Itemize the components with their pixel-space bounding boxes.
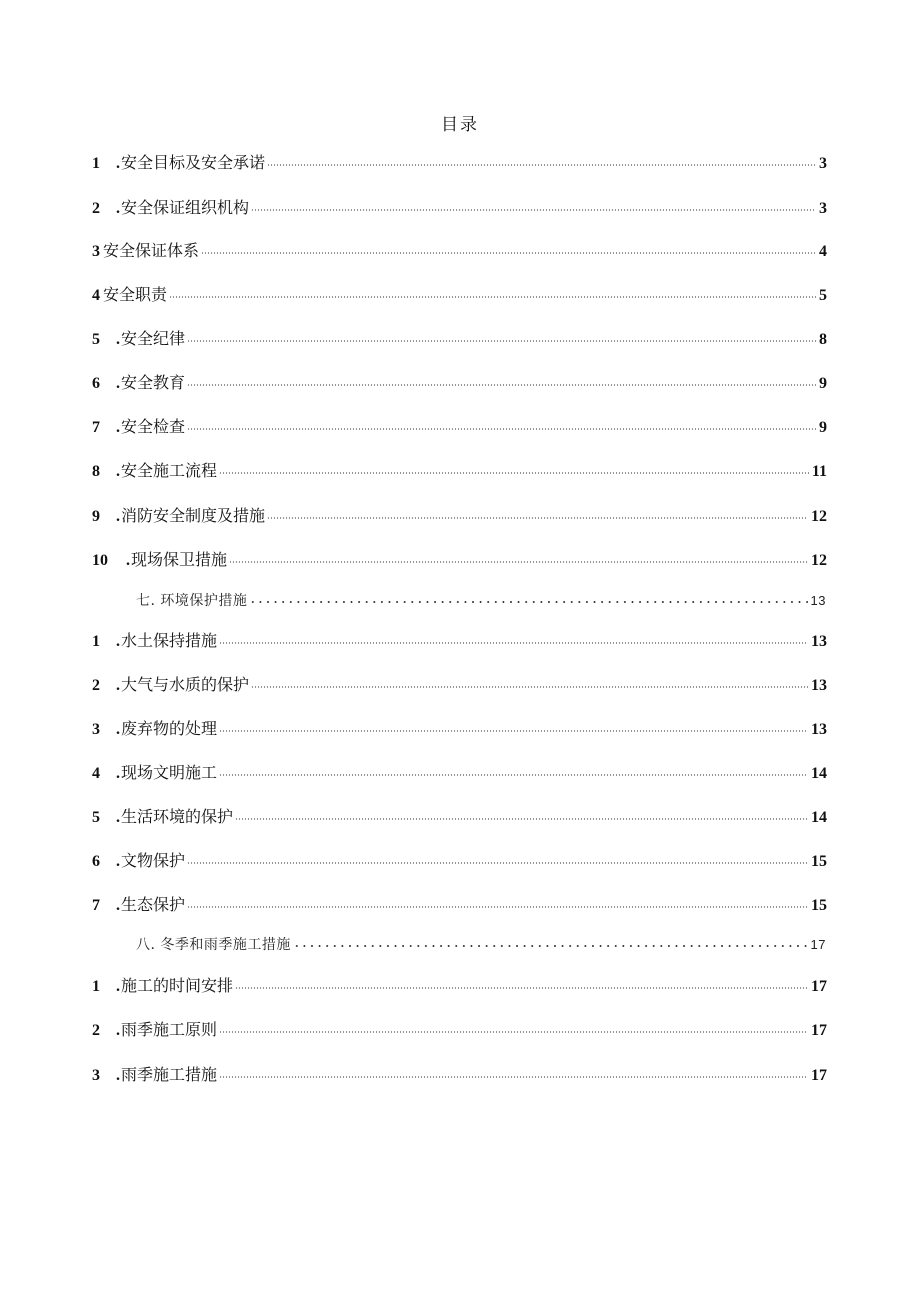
toc-entry-page: 14 bbox=[811, 765, 827, 782]
toc-entry-page: 5 bbox=[819, 287, 827, 304]
toc-entry-page: 4 bbox=[819, 243, 827, 260]
toc-entry-number: 7 bbox=[92, 419, 100, 436]
toc-entry-page: 12 bbox=[811, 508, 827, 525]
toc-entry-page: 3 bbox=[819, 155, 827, 172]
toc-entry-separator: . bbox=[116, 897, 120, 914]
toc-section-label: 八. 冬季和雨季施工措施 bbox=[136, 937, 291, 953]
toc-entry-page: 9 bbox=[819, 419, 827, 436]
toc-entry-page: 15 bbox=[811, 897, 827, 914]
toc-title: 目录 bbox=[441, 115, 479, 135]
dot-leader bbox=[219, 1030, 808, 1034]
toc-entry-separator: . bbox=[116, 331, 120, 348]
dot-leader bbox=[249, 600, 807, 604]
toc-entry[interactable] bbox=[92, 893, 827, 917]
dot-leader bbox=[293, 944, 808, 948]
toc-entry-label: 现场保卫措施 bbox=[131, 550, 228, 569]
dot-leader bbox=[219, 641, 808, 645]
toc-entry-separator: . bbox=[116, 200, 120, 217]
toc-entry-label: 生态保护 bbox=[121, 895, 186, 914]
toc-entry-separator: . bbox=[116, 765, 120, 782]
dot-leader bbox=[187, 383, 816, 387]
toc-entry-label: 施工的时间安排 bbox=[121, 976, 234, 995]
toc-entry-page: 13 bbox=[811, 677, 827, 694]
toc-entry-label: 雨季施工原则 bbox=[121, 1020, 218, 1039]
toc-entry-label: 安全施工流程 bbox=[121, 461, 218, 480]
dot-leader bbox=[267, 516, 808, 520]
toc-section-heading[interactable] bbox=[136, 933, 826, 957]
toc-entry-number: 9 bbox=[92, 508, 100, 525]
toc-section-page: 13 bbox=[810, 593, 826, 608]
toc-entry[interactable] bbox=[92, 805, 827, 829]
toc-entry[interactable] bbox=[92, 415, 827, 439]
toc-entry-page: 8 bbox=[819, 331, 827, 348]
dot-leader bbox=[187, 905, 808, 909]
toc-entry-separator: . bbox=[116, 677, 120, 694]
toc-entry-number: 6 bbox=[92, 375, 100, 392]
toc-entry-page: 3 bbox=[819, 200, 827, 217]
toc-entry-label: 安全保证体系 bbox=[103, 241, 200, 260]
toc-entry-separator: . bbox=[116, 508, 120, 525]
dot-leader bbox=[187, 339, 816, 343]
dot-leader bbox=[235, 817, 808, 821]
toc-entry-label: 安全检查 bbox=[121, 417, 186, 436]
dot-leader bbox=[219, 729, 808, 733]
dot-leader bbox=[187, 861, 808, 865]
toc-entry-separator: . bbox=[116, 721, 120, 738]
toc-entry-number: 4 bbox=[92, 287, 100, 304]
toc-entry-separator: . bbox=[126, 552, 130, 569]
toc-section-label: 七. 环境保护措施 bbox=[136, 593, 248, 609]
dot-leader bbox=[229, 560, 808, 564]
dot-leader bbox=[235, 986, 808, 990]
toc-entry-page: 11 bbox=[811, 463, 827, 480]
dot-leader bbox=[251, 208, 816, 212]
toc-entry[interactable] bbox=[92, 548, 827, 572]
toc-entry-number: 4 bbox=[92, 765, 100, 782]
toc-entry-page: 17 bbox=[811, 1067, 827, 1084]
toc-entry[interactable] bbox=[92, 849, 827, 873]
dot-leader bbox=[219, 773, 808, 777]
toc-entry-page: 15 bbox=[811, 853, 827, 870]
toc-entry-separator: . bbox=[116, 978, 120, 995]
toc-entry-label: 废弃物的处理 bbox=[121, 719, 218, 738]
toc-entry-number: 3 bbox=[92, 1067, 100, 1084]
toc-entry-label: 现场文明施工 bbox=[121, 763, 218, 782]
toc-entry-label: 安全纪律 bbox=[121, 329, 186, 348]
toc-entry-label: 生活环境的保护 bbox=[121, 807, 234, 826]
toc-entry-number: 5 bbox=[92, 331, 100, 348]
toc-entry-number: 1 bbox=[92, 155, 100, 172]
toc-section-page: 17 bbox=[810, 937, 826, 952]
dot-leader bbox=[219, 1075, 808, 1079]
toc-entry-number: 1 bbox=[92, 633, 100, 650]
toc-entry[interactable] bbox=[92, 629, 827, 653]
toc-entry-page: 13 bbox=[811, 633, 827, 650]
toc-section-heading[interactable] bbox=[136, 589, 826, 613]
toc-entry-label: 消防安全制度及措施 bbox=[121, 506, 266, 525]
toc-entry-separator: . bbox=[116, 155, 120, 172]
toc-entry-separator: . bbox=[116, 463, 120, 480]
toc-entry-label: 水土保持措施 bbox=[121, 631, 218, 650]
toc-entry-label: 文物保护 bbox=[121, 851, 186, 870]
dot-leader bbox=[267, 163, 816, 167]
toc-entry[interactable] bbox=[92, 717, 827, 741]
toc-entry[interactable] bbox=[92, 1063, 827, 1087]
dot-leader bbox=[201, 251, 816, 255]
toc-entry[interactable] bbox=[92, 283, 827, 307]
toc-entry-number: 2 bbox=[92, 200, 100, 217]
toc-entry-number: 10 bbox=[92, 552, 108, 569]
toc-entry[interactable] bbox=[92, 239, 827, 263]
toc-entry-number: 3 bbox=[92, 243, 100, 260]
toc-entry-number: 7 bbox=[92, 897, 100, 914]
toc-entry[interactable] bbox=[92, 1018, 827, 1042]
toc-entry-number: 5 bbox=[92, 809, 100, 826]
toc-entry-number: 8 bbox=[92, 463, 100, 480]
toc-entry[interactable] bbox=[92, 459, 827, 483]
toc-entry-label: 安全教育 bbox=[121, 373, 186, 392]
toc-entry-label: 安全职责 bbox=[103, 285, 168, 304]
toc-entry-number: 2 bbox=[92, 677, 100, 694]
toc-entry[interactable] bbox=[92, 761, 827, 785]
dot-leader bbox=[169, 295, 816, 299]
toc-entry[interactable] bbox=[92, 196, 827, 220]
toc-entry[interactable] bbox=[92, 974, 827, 998]
toc-entry-number: 1 bbox=[92, 978, 100, 995]
toc-entry-page: 14 bbox=[811, 809, 827, 826]
toc-entry-label: 安全目标及安全承诺 bbox=[121, 153, 266, 172]
toc-entry-page: 17 bbox=[811, 978, 827, 995]
dot-leader bbox=[251, 685, 808, 689]
toc-entry-separator: . bbox=[116, 1022, 120, 1039]
toc-entry-number: 2 bbox=[92, 1022, 100, 1039]
toc-entry-separator: . bbox=[116, 419, 120, 436]
toc-entry-page: 9 bbox=[819, 375, 827, 392]
dot-leader bbox=[219, 471, 809, 475]
toc-entry-label: 雨季施工措施 bbox=[121, 1065, 218, 1084]
toc-entry[interactable] bbox=[92, 673, 827, 697]
dot-leader bbox=[187, 427, 816, 431]
toc-entry-page: 13 bbox=[811, 721, 827, 738]
toc-entry-label: 安全保证组织机构 bbox=[121, 198, 250, 217]
toc-entry-separator: . bbox=[116, 633, 120, 650]
toc-entry-number: 6 bbox=[92, 853, 100, 870]
toc-entry[interactable] bbox=[92, 327, 827, 351]
toc-entry-number: 3 bbox=[92, 721, 100, 738]
toc-entry-label: 大气与水质的保护 bbox=[121, 675, 250, 694]
toc-entry-separator: . bbox=[116, 1067, 120, 1084]
toc-entry[interactable] bbox=[92, 371, 827, 395]
toc-entry[interactable] bbox=[92, 151, 827, 175]
toc-entry-separator: . bbox=[116, 853, 120, 870]
toc-entry-page: 17 bbox=[811, 1022, 827, 1039]
toc-entry[interactable] bbox=[92, 504, 827, 528]
toc-entry-separator: . bbox=[116, 375, 120, 392]
toc-entry-page: 12 bbox=[811, 552, 827, 569]
toc-entry-separator: . bbox=[116, 809, 120, 826]
